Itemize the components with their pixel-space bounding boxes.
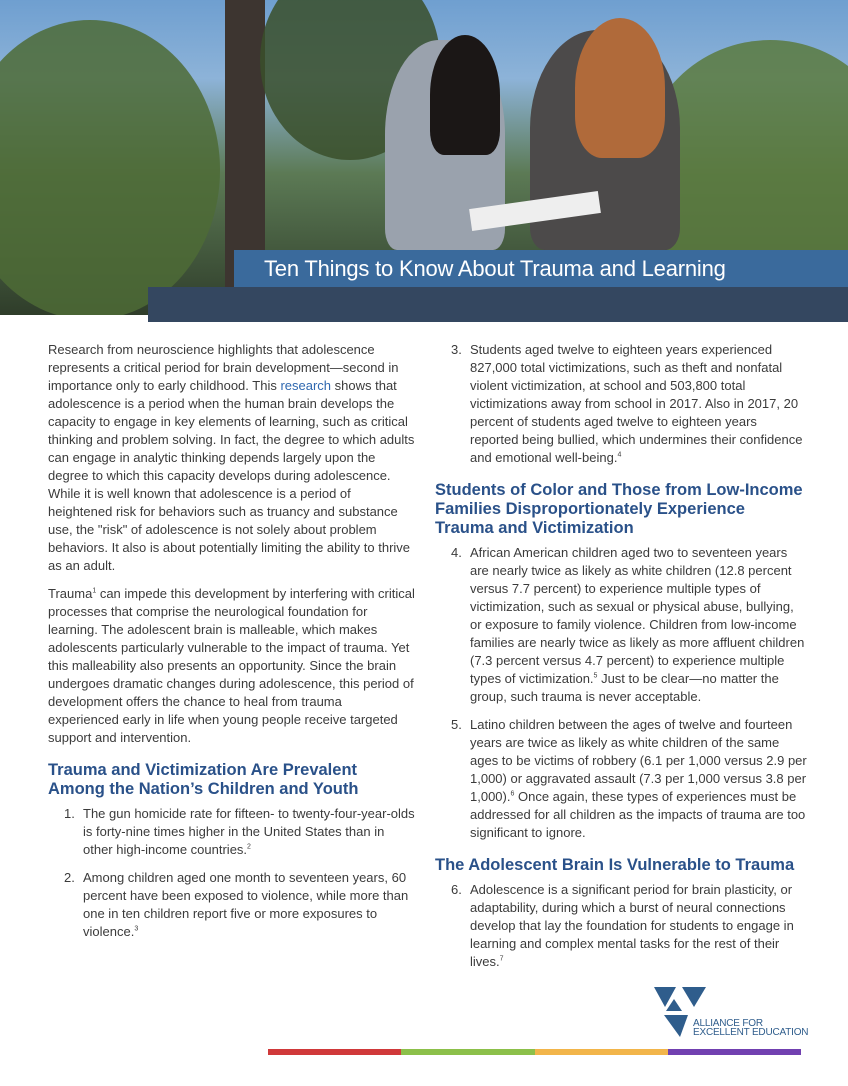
item-text: Among children aged one month to seventeen years, 60 percent have been exposed to violence, while more than one in ten children report five or more exposures to violence. <box>83 870 409 939</box>
logo-line-2: EXCELLENT EDUCATION <box>693 1027 809 1038</box>
section-heading: Trauma and Victimization Are Prevalent Among the Nation’s Children and Youth <box>48 761 359 798</box>
text: can impede this development by interfering with critical processes that comprise the neurological foundation for learning. The adolescent brain is malleable, which makes adolescents particularly vulnerable to the impact of trauma. Yet this malleability also presents an opportunity. Since the brain undergoes dramatic changes during adolescence, this period of development offers the chance to heal from trauma experienced early in life when young people receive targeted support and intervention. <box>48 586 415 745</box>
list-item <box>435 544 807 706</box>
footnote-ref[interactable]: 1 <box>92 587 97 595</box>
footer-stripe-red <box>268 1049 401 1055</box>
item-number: 6. <box>451 882 462 897</box>
item-number: 1. <box>64 806 75 821</box>
footer-stripe-purple <box>668 1049 801 1055</box>
research-link[interactable]: research <box>280 378 332 393</box>
fact-list <box>435 881 807 971</box>
item-number: 2. <box>64 870 75 885</box>
item-text-tail: Just to be clear—no matter the group, such trauma is never acceptable. <box>470 671 779 704</box>
logo-line-1: ALLIANCE FOR <box>693 1018 763 1029</box>
footnote-ref[interactable]: 7 <box>499 955 504 963</box>
list-item <box>48 805 416 859</box>
footnote-ref[interactable]: 5 <box>593 672 598 680</box>
list-item <box>435 881 807 971</box>
intro-paragraph-1 <box>48 341 416 575</box>
text: Trauma <box>48 586 93 601</box>
intro-paragraph-2 <box>48 585 416 747</box>
footnote-ref[interactable]: 4 <box>617 451 622 459</box>
text: shows that adolescence is a period when the human brain develops the capacity to engage in key elements of learning, such as critical thinking and problem solving. In fact, the degree to which adults can engage in analytic thinking depends largely upon the degree to which this capacity develops during adolescence. While it is well known that adolescence is a period of heightened risk for behaviors such as truancy and substance use, the "risk" of adolescence is not solely about problem behaviors. It also is about potentially limiting the ability to thrive as an adult. <box>48 378 415 573</box>
page-title: Ten Things to Know About Trauma and Learning <box>234 250 848 287</box>
text: Research from neuroscience highlights that adolescence represents a critical period for brain development—second in importance only to early childhood. This <box>48 342 399 393</box>
item-text: African American children aged two to seventeen years are nearly twice as likely as white children (12.8 percent versus 7.7 percent) to experience multiple types of victimization, such as sexual or physical abuse, bullying, or exposure to family violence. Children from low-income families are nearly twice as likely as more affluent children (7.3 percent versus 4.7 percent) to experience multiple types of victimization. <box>470 545 805 686</box>
fact-list <box>435 544 807 842</box>
right-column <box>435 341 807 981</box>
footer-stripe-yellow <box>535 1049 668 1055</box>
footnote-ref[interactable]: 2 <box>247 843 251 851</box>
list-item <box>48 869 416 941</box>
title-underbar <box>148 287 848 322</box>
logo-text <box>693 1019 808 1037</box>
footer-stripe-green <box>401 1049 535 1055</box>
item-number: 5. <box>451 717 462 732</box>
fact-list <box>48 805 416 941</box>
section-heading: The Adolescent Brain Is Vulnerable to Trauma <box>435 856 795 874</box>
item-text: The gun homicide rate for fifteen- to twenty-four-year-olds is forty-nine times higher in the United States than in other high-income countries. <box>83 806 415 857</box>
left-column <box>48 341 416 951</box>
item-number: 4. <box>451 545 462 560</box>
list-item <box>435 716 807 842</box>
list-item <box>435 341 807 467</box>
footnote-ref[interactable]: 3 <box>134 925 139 933</box>
item-text: Adolescence is a significant period for brain plasticity, or adaptability, during which a burst of neural connections develop that lay the foundation for students to engage in learning and complex mental tasks for the rest of their lives. <box>470 882 794 969</box>
section-heading: Students of Color and Those from Low-Income Families Disproportionately Experience Trauma and Victimization <box>435 481 803 537</box>
fact-list <box>435 341 807 467</box>
item-text: Students aged twelve to eighteen years experienced 827,000 total victimizations, such as theft and nonfatal violent victimization, at school and 503,800 total victimizations away from school in 2017. Also in 2017, 20 percent of students aged twelve to eighteen years reported being bullied, which undermines their confidence and emotional well-being. <box>470 342 803 465</box>
item-text: Latino children between the ages of twelve and fourteen years are twice as likely as white children of the same ages to be victims of robbery (6.1 per 1,000 versus 2.9 per 1,000) or aggravated assault (7.3 per 1,000 versus 3.8 per 1,000). <box>470 717 807 804</box>
item-text-tail: Once again, these types of experiences must be addressed for all children as the impacts of trauma are too significant to ignore. <box>470 789 806 840</box>
footnote-ref[interactable]: 6 <box>510 790 515 798</box>
item-number: 3. <box>451 342 462 357</box>
